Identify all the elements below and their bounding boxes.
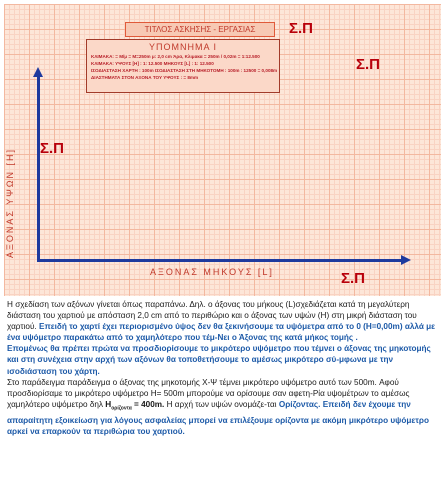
y-axis-line bbox=[37, 75, 40, 262]
sp-mark-top: Σ.Π bbox=[289, 20, 314, 37]
paragraph-1 bbox=[7, 299, 441, 343]
x-axis-arrowhead bbox=[401, 255, 411, 265]
paragraph-3 bbox=[7, 377, 441, 437]
legend-box bbox=[86, 39, 280, 93]
y-axis-arrowhead bbox=[33, 67, 43, 77]
horizon-word: Ορίζοντας bbox=[278, 399, 319, 409]
sp-mark-right: Σ.Π bbox=[356, 56, 381, 73]
paragraph-3-text-a: Στο παράδειγμα παράδειγμα ο άξονας της μηκοτομής Χ-Ψ τέμνει μικρότερο υψόμετρο αυτό των 500m. Αφού προσδιορίσαμε το μικρότερο υψόμετρο H= 500m μπορούμε να ορίσουμε σαν αφετη-Ρία υψομέτρων το αμέσως χαμηλότερο υψόμετρο δηλ bbox=[7, 377, 410, 409]
horizon-symbol bbox=[105, 399, 165, 412]
exercise-title-box: ΤΙΤΛΟΣ ΑΣΚΗΣΗΣ - ΕΡΓΑΣΙΑΣ bbox=[125, 22, 275, 37]
legend-line: ΙΣΟΔΙΑΣΤΑΣΗ ΧΑΡΤΗ : 100m ΙΣΟΔΙΑΣΤΑΣΗ ΣΤΗ ΜΗΚΟΤΟΜΗ : 100m : 12500 = 0,008m bbox=[91, 68, 278, 73]
x-axis-label: ΑΞΟΝΑΣ ΜΗΚΟΥΣ [L] bbox=[150, 267, 274, 277]
paragraph-3-text-b: Η αρχή των υψών ονομάζε-ται bbox=[164, 399, 279, 409]
legend-title: ΥΠΟΜΝΗΜΑ Ι bbox=[148, 42, 217, 52]
sp-mark-left: Σ.Π bbox=[40, 140, 65, 157]
horizon-h: Η bbox=[105, 399, 112, 409]
horizon-sub: ορίζοντα bbox=[111, 405, 132, 412]
paragraph-1-text: Η σχεδίαση των αξόνων γίνεται όπως παραπάνω. Δηλ. ο άξονας του μήκους (L)σχεδιάζεται κατά τη μεγαλύτερη διάσταση του χαρτιού με απόσταση 2,0 cm από το περιθώριο και ο άξονας των υψών (Η) στη μικρή διάσταση του χαρτιού. bbox=[7, 300, 417, 332]
paragraph-2: Επομένως θα πρέπει πρώτα να προσδιορίσουμε το μικρότερο υψόμετρο που τέμνει ο άξονας της μηκοτομής και στη συνέχεια στην αρχή των αξόνων θα τοποθετήσουμε το αμέσως μικρότερο σύ-μφωνα με την ισοδιάσταση του χάρτη. bbox=[7, 344, 431, 376]
paragraph-1-highlight: Επειδή το χαρτί έχει περιορισμένο ύψος δεν θα ξεκινήσουμε τα υψόμετρα από το 0 (Η=0,00m) αλλά με ένα υψόμετρο παρακάτω από το χαμηλότερο που τέμ-Νει ο Άξονας της κατά μήκος τομής . bbox=[7, 322, 436, 343]
horizon-value: = 400m. bbox=[131, 399, 165, 409]
explanation-text bbox=[7, 299, 441, 437]
paragraph-3-text-c: . Επειδή δεν έχουμε την απαραίτητη εξοικείωση για λόγους ασφαλείας μπορεί να επιλέξουμε ορίζοντα με ακόμη μικρότερο υψόμετρο αρκεί να επαρκούν τα περιθώρια του χαρτιού. bbox=[7, 399, 429, 436]
y-axis-label: ΑΞΟΝΑΣ ΥΨΩΝ [H] bbox=[5, 148, 15, 259]
sp-mark-bottom: Σ.Π bbox=[341, 270, 366, 287]
legend-line: ΚΛΙΜΑΚΑ: ΥΨΟΥΣ [Η] : 1: 12.500 ΜΗΚΟΥΣ [L] : 1: 12.500 bbox=[91, 61, 214, 66]
legend-line: ΚΛΙΜΑΚΑ: = M/μ = M=250m μ: 2,0 cm Άρα, Κλιμακα = 250m / 0,02m = 1:12.500 bbox=[91, 54, 260, 59]
x-axis-line bbox=[37, 259, 402, 262]
legend-line: ΔΙΑΣΤΗΜΑΤΑ ΣΤΟΝ ΑΞΟΝΑ ΤΟΥ ΥΨΟΥΣ : = 8mm bbox=[91, 75, 199, 80]
